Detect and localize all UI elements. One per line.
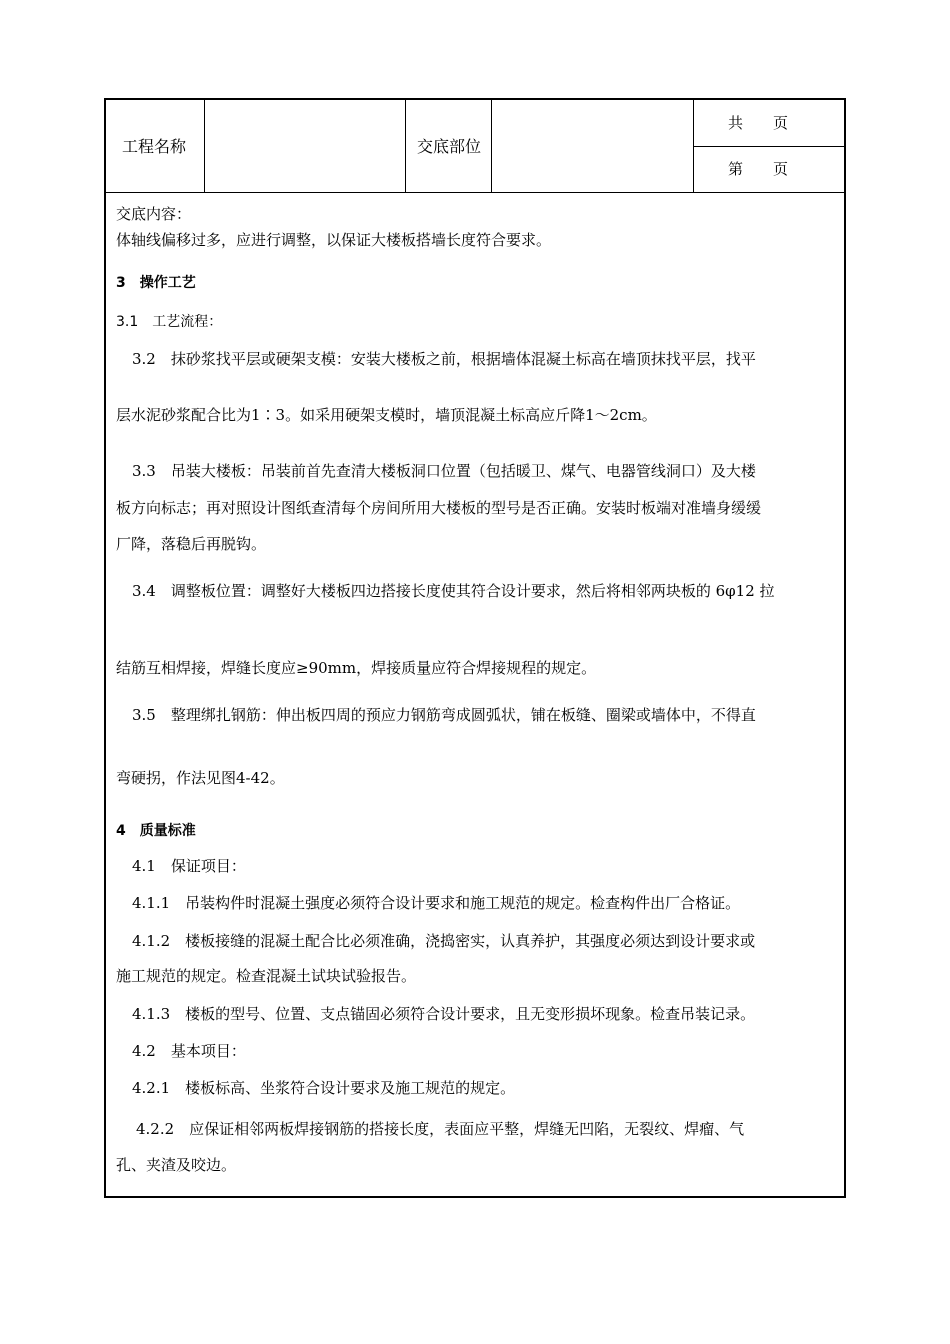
content-intro-label: 交底内容：: [116, 205, 192, 223]
content-line: 结筋互相焊接，焊缝长度应≥90mm，焊接质量应符合焊接规程的规定。: [116, 659, 597, 677]
content-line: 4.2.1 楼板标高、坐浆符合设计要求及施工规范的规定。: [132, 1079, 516, 1097]
column-divider: [204, 100, 205, 192]
content-line: 施工规范的规定。检查混凝土试块试验报告。: [116, 967, 417, 985]
content-line: 厂降，落稳后再脱钩。: [116, 535, 267, 553]
subsection-heading: 4.1 保证项目：: [132, 857, 246, 875]
column-divider: [405, 100, 406, 192]
content-line: 4.2.2 应保证相邻两板焊接钢筋的搭接长度，表面应平整，焊缝无凹陷，无裂纹、焊瘤、气: [136, 1120, 745, 1138]
page-number-label: 第 页: [728, 160, 789, 178]
disclosure-form: [104, 98, 846, 1198]
total-pages-label: 共 页: [728, 114, 789, 132]
content-line: 3.3 吊装大楼板：吊装前首先查清大楼板洞口位置（包括暖卫、煤气、电器管线洞口）及大楼: [132, 462, 756, 480]
content-line: 层水泥砂浆配合比为1∶3。如采用硬架支模时，墙顶混凝土标高应斤降1～2cm。: [116, 406, 657, 424]
content-line: 3.5 整理绑扎钢筋：伸出板四周的预应力钢筋弯成圆弧状，铺在板缝、圈梁或墙体中，不得直: [132, 706, 756, 724]
subsection-heading: 3.1 工艺流程：: [116, 314, 223, 330]
section-heading: 3 操作工艺: [116, 275, 196, 291]
content-line: 3.2 抹砂浆找平层或硬架支模：安装大楼板之前，根据墙体混凝土标高在墙顶抹找平层，找平: [132, 350, 756, 368]
content-line: 孔、夹渣及咬边。: [116, 1156, 237, 1174]
content-line: 4.1.1 吊装构件时混凝土强度必须符合设计要求和施工规范的规定。检查构件出厂合格证。: [132, 894, 741, 912]
project-name-label: 工程名称: [122, 137, 187, 156]
content-line: 板方向标志；再对照设计图纸查清每个房间所用大楼板的型号是否正确。安装时板端对准墙身缓缓: [116, 499, 762, 517]
content-line: 3.4 调整板位置：调整好大楼板四边搭接长度使其符合设计要求，然后将相邻两块板的 6φ12 拉: [132, 582, 775, 600]
content-line: 弯硬拐，作法见图4-42。: [116, 769, 285, 787]
content-line: 体轴线偏移过多，应进行调整，以保证大楼板搭墙长度符合要求。: [116, 231, 552, 249]
header-table: [106, 100, 844, 193]
column-divider: [491, 100, 492, 192]
section-heading: 4 质量标准: [116, 823, 196, 839]
row-divider: [693, 146, 844, 147]
content-line: 4.1.3 楼板的型号、位置、支点锚固必须符合设计要求，且无变形损坏现象。检查吊装记录。: [132, 1005, 756, 1023]
location-label: 交底部位: [417, 137, 482, 156]
subsection-heading: 4.2 基本项目：: [132, 1042, 246, 1060]
content-line: 4.1.2 楼板接缝的混凝土配合比必须准确，浇捣密实，认真养护，其强度必须达到设计要求或: [132, 932, 756, 950]
